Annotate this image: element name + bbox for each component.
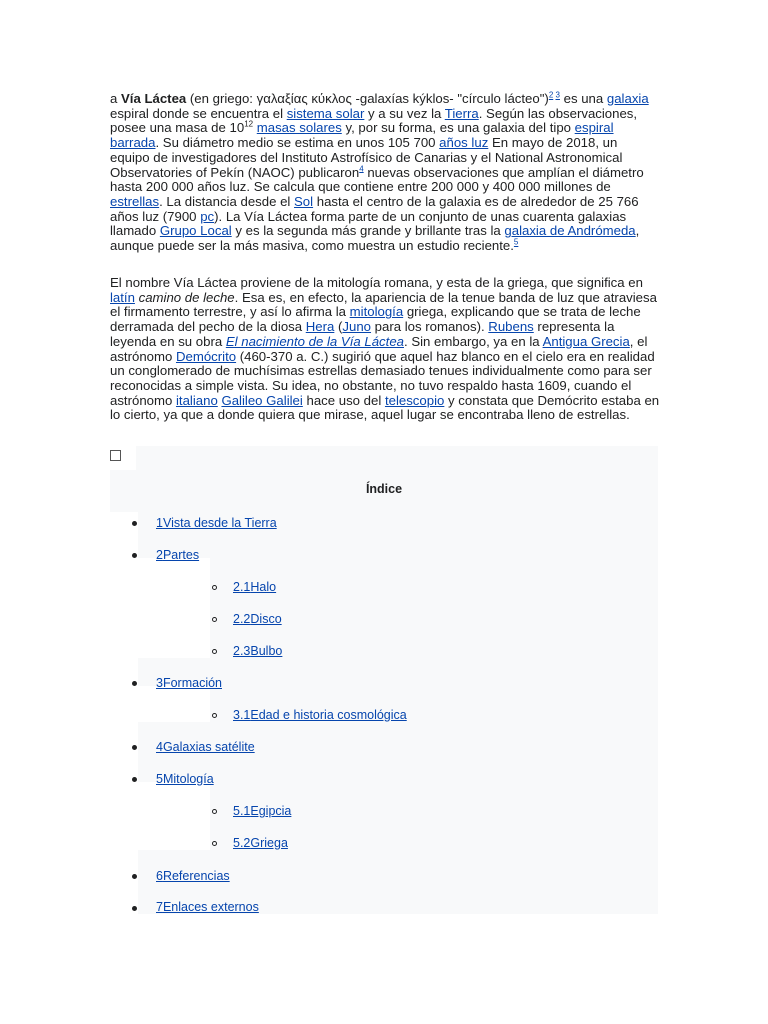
table-of-contents bbox=[110, 446, 658, 914]
reference-3-link[interactable]: 3 bbox=[555, 90, 560, 100]
link-galileo-galilei[interactable]: Galileo Galilei bbox=[221, 392, 303, 408]
link-hera[interactable]: Hera bbox=[305, 319, 335, 335]
bullet-icon bbox=[132, 777, 137, 782]
bullet-icon bbox=[132, 874, 137, 879]
bullet-icon bbox=[132, 553, 137, 558]
reference-2-link[interactable]: 2 bbox=[548, 90, 554, 100]
text-run: , el astrónomo bbox=[110, 333, 648, 364]
link-democrito[interactable]: Demócrito bbox=[175, 348, 237, 364]
toc-label: Partes bbox=[162, 548, 200, 562]
reference-4-link[interactable]: 4 bbox=[359, 164, 364, 174]
article-title-bold: Vía Láctea bbox=[121, 91, 187, 106]
toc-label: Galaxias satélite bbox=[162, 740, 255, 754]
toc-item-2-2[interactable] bbox=[233, 612, 282, 626]
toc-label: Griega bbox=[250, 836, 288, 850]
circle-bullet-icon bbox=[212, 809, 217, 814]
link-sol[interactable]: Sol bbox=[294, 193, 314, 209]
toc-label: Formación bbox=[162, 676, 222, 690]
link-grupo-local[interactable]: Grupo Local bbox=[159, 223, 232, 239]
text-run: . La distancia desde el bbox=[159, 193, 295, 209]
toc-left-margin-mask bbox=[110, 512, 138, 914]
text-run: para los romanos). bbox=[371, 319, 489, 335]
toc-item-5-2[interactable] bbox=[233, 836, 288, 850]
text-run: . Su diámetro medio se estima en unos 105 700 bbox=[155, 135, 440, 151]
text-run: a bbox=[110, 91, 121, 106]
toc-number: 2.2 bbox=[233, 612, 251, 626]
toc-item-6[interactable] bbox=[156, 869, 230, 883]
toc-label: Bulbo bbox=[250, 644, 283, 658]
toc-label: Mitología bbox=[162, 772, 214, 786]
link-latin[interactable]: latín bbox=[110, 289, 135, 305]
link-estrellas[interactable]: estrellas bbox=[110, 193, 160, 209]
link-galaxia[interactable]: galaxia bbox=[606, 91, 649, 106]
link-juno[interactable]: Juno bbox=[342, 319, 372, 335]
text-run: ). La Vía Láctea forma parte de un conjunto de unas cuarenta galaxias llamado bbox=[110, 208, 627, 239]
circle-bullet-icon bbox=[212, 649, 217, 654]
text-run: . Sin embargo, ya en la bbox=[404, 333, 543, 349]
circle-bullet-icon bbox=[212, 617, 217, 622]
italic-link-text: El nacimiento de la Vía Láctea bbox=[225, 333, 404, 349]
toc-label: Enlaces externos bbox=[162, 900, 259, 914]
text-run: (en griego: γαλαξίας κύκλος -galaxías kýklos- "círculo lácteo") bbox=[186, 91, 549, 106]
toc-number: 5 bbox=[156, 772, 163, 786]
text-run: El nombre Vía Láctea proviene de la mitología romana, y esta de la griega, que significa en bbox=[110, 275, 643, 290]
toc-item-2-1[interactable] bbox=[233, 580, 276, 594]
circle-bullet-icon bbox=[212, 713, 217, 718]
toc-title: Índice bbox=[365, 482, 403, 496]
bullet-icon bbox=[132, 681, 137, 686]
text-run: ( bbox=[334, 319, 343, 335]
bullet-icon bbox=[132, 906, 137, 911]
toc-label: Vista desde la Tierra bbox=[162, 516, 277, 530]
toc-item-2[interactable] bbox=[156, 548, 199, 562]
toc-number: 7 bbox=[156, 900, 163, 914]
toc-indent-mask bbox=[138, 782, 210, 850]
toc-number: 5.2 bbox=[233, 836, 251, 850]
link-italiano[interactable]: italiano bbox=[175, 392, 218, 408]
toc-toggle-checkbox[interactable] bbox=[110, 450, 121, 461]
circle-bullet-icon bbox=[212, 585, 217, 590]
toc-item-3[interactable] bbox=[156, 676, 222, 690]
intro-paragraph bbox=[110, 92, 660, 254]
toc-label: Referencias bbox=[162, 869, 230, 883]
link-sistema-solar[interactable]: sistema solar bbox=[286, 105, 365, 121]
toc-label: Edad e historia cosmológica bbox=[250, 708, 407, 722]
toc-number: 3 bbox=[156, 676, 163, 690]
link-telescopio[interactable]: telescopio bbox=[384, 392, 445, 408]
text-run: (460-370 a. C.) sugirió que aquel haz blanco en el cielo era en realidad un conglomerado de muchísimas estrellas demasiado tenues individualmente como para ser reconocidas a simple vista. Su idea, no obstante, no tuvo respaldo hasta 1609, cuando el astrónomo bbox=[110, 348, 655, 408]
toc-number: 2 bbox=[156, 548, 163, 562]
toc-number: 5.1 bbox=[233, 804, 251, 818]
toc-number: 4 bbox=[156, 740, 163, 754]
text-run: hasta el centro de la galaxia es de alrededor de 25 766 años luz (7900 bbox=[110, 193, 639, 224]
toc-indent-mask bbox=[138, 686, 210, 722]
text-run: nuevas observaciones que amplían el diámetro hasta 200 000 años luz. Se calcula que contiene entre 200 000 y 400 000 millones de bbox=[110, 164, 644, 195]
text-run: y a su vez la bbox=[364, 105, 445, 121]
link-rubens[interactable]: Rubens bbox=[488, 319, 534, 335]
reference-5-link[interactable]: 5 bbox=[513, 237, 519, 247]
text-run: espiral donde se encuentra el bbox=[110, 105, 287, 121]
toc-number: 3.1 bbox=[233, 708, 251, 722]
text-run: y constata que Demócrito estaba en lo cierto, ya que a donde quiera que mirase, aquel lugar se encontraba lleno de estrellas. bbox=[110, 392, 660, 423]
link-antigua-grecia[interactable]: Antigua Grecia bbox=[542, 333, 630, 349]
circle-bullet-icon bbox=[212, 841, 217, 846]
toc-number: 2.1 bbox=[233, 580, 251, 594]
text-run: y es la segunda más grande y brillante tras la bbox=[231, 223, 505, 239]
italic-phrase: camino de leche bbox=[138, 289, 235, 305]
text-run: En mayo de 2018, un equipo de investigadores del Instituto Astrofísico de Canarias y el National Astronomical Observatories of Pekín (NAOC) publicaron bbox=[110, 135, 623, 180]
name-origin-paragraph bbox=[110, 276, 660, 423]
toc-label: Egipcia bbox=[250, 804, 292, 818]
bullet-icon bbox=[132, 521, 137, 526]
toc-item-4[interactable] bbox=[156, 740, 255, 754]
toc-item-1[interactable] bbox=[156, 516, 277, 530]
toc-item-5[interactable] bbox=[156, 772, 214, 786]
text-run: es una bbox=[559, 91, 607, 106]
link-tierra[interactable]: Tierra bbox=[444, 105, 479, 121]
bullet-icon bbox=[132, 745, 137, 750]
toc-label: Halo bbox=[250, 580, 277, 594]
text-run: , aunque puede ser la más masiva, como muestra un estudio reciente. bbox=[110, 223, 640, 254]
text-run: griega, explicando que se trata de leche derramada del pecho de la diosa bbox=[110, 304, 641, 335]
text-run: representa la leyenda en su obra bbox=[110, 319, 615, 349]
toc-item-7[interactable] bbox=[156, 900, 259, 914]
link-nacimiento-via-lactea[interactable] bbox=[226, 334, 404, 349]
toc-item-5-1[interactable] bbox=[233, 804, 291, 818]
text-run: hace uso del bbox=[302, 392, 385, 408]
text-run: . Esa es, en efecto, la apariencia de la tenue banda de luz que atraviesa el firmamento terrestre, y así lo afirma la bbox=[110, 289, 657, 320]
text-run: y, por su forma, es una galaxia del tipo bbox=[341, 120, 575, 136]
text-run: . Según las observaciones, posee una masa de 10 bbox=[110, 105, 638, 136]
toc-indent-mask bbox=[138, 558, 210, 658]
toc-number: 1 bbox=[156, 516, 163, 530]
toc-number: 2.3 bbox=[233, 644, 251, 658]
link-masas-solares[interactable]: masas solares bbox=[256, 120, 342, 136]
toc-number: 6 bbox=[156, 869, 163, 883]
link-pc[interactable]: pc bbox=[200, 208, 215, 224]
exponent: 12 bbox=[244, 120, 254, 130]
link-mitologia[interactable]: mitología bbox=[349, 304, 404, 320]
toc-item-3-1[interactable] bbox=[233, 708, 407, 722]
toc-label: Disco bbox=[250, 612, 282, 626]
toc-item-2-3[interactable] bbox=[233, 644, 282, 658]
link-espiral-barrada[interactable]: espiral barrada bbox=[110, 120, 614, 151]
link-anos-luz[interactable]: años luz bbox=[439, 135, 489, 151]
link-galaxia-andromeda[interactable]: galaxia de Andrómeda bbox=[504, 223, 636, 239]
